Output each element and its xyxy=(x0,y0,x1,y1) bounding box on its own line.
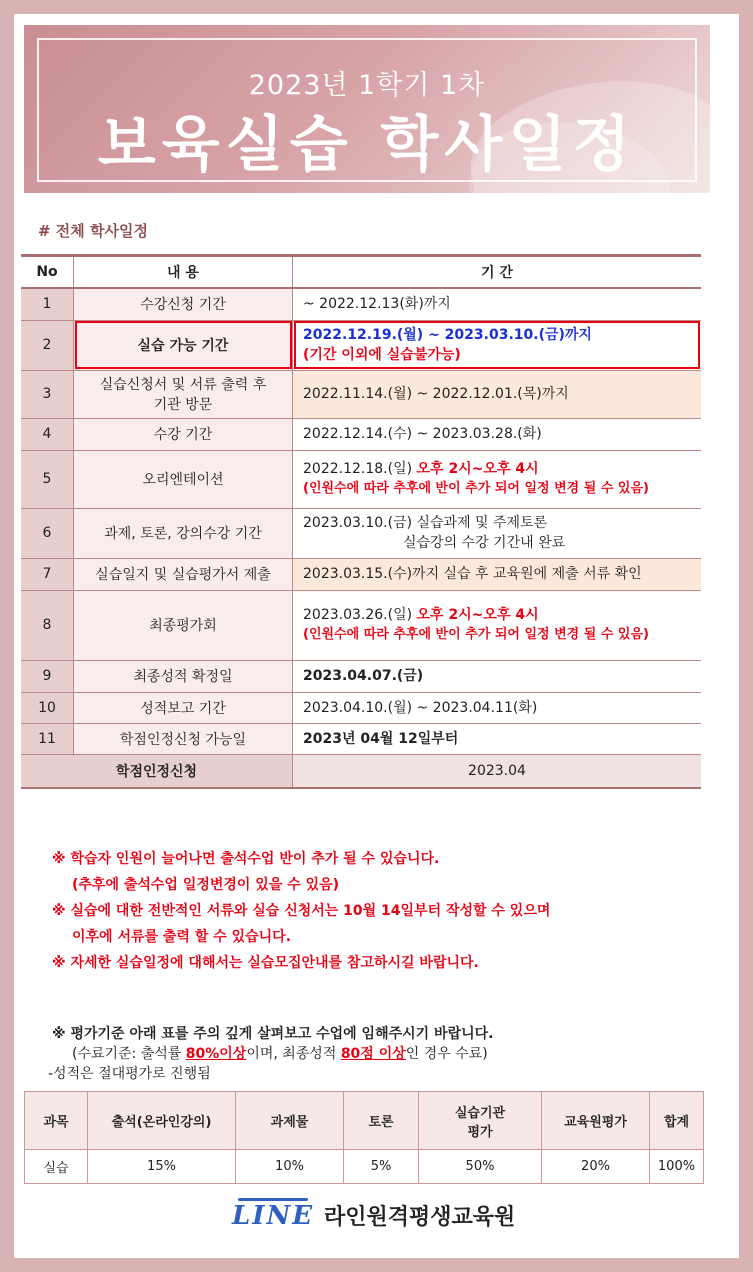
criteria-text: 인 경우 수료) xyxy=(405,1046,488,1062)
criteria-text: 이며, 최종성적 xyxy=(246,1046,341,1062)
row-no: 5 xyxy=(21,450,74,508)
row-item: 실습일지 및 실습평가서 제출 xyxy=(74,558,293,590)
criteria xyxy=(48,1024,494,1084)
banner-title: 보육실습 학사일정 xyxy=(97,110,637,180)
row-period: ~ 2022.12.13(화)까지 xyxy=(293,288,702,320)
row-no: 6 xyxy=(21,508,74,558)
table-row xyxy=(21,288,701,320)
grade-cell: 20% xyxy=(542,1150,650,1184)
grade-cell: 10% xyxy=(236,1150,344,1184)
grade-header: 과목 xyxy=(25,1092,88,1150)
logo-name: 라인원격평생교육원 xyxy=(324,1205,516,1230)
period-date: 2023.03.26.(일) xyxy=(303,607,413,623)
grade-cell: 5% xyxy=(344,1150,419,1184)
note-line: (추후에 출석수업 일정변경이 있을 수 있음) xyxy=(72,877,340,893)
section-title: # 전체 학사일정 xyxy=(38,222,148,240)
table-row xyxy=(21,590,701,660)
grade-header: 토론 xyxy=(344,1092,419,1150)
grade-header: 교육원평가 xyxy=(542,1092,650,1150)
period-line: 실습강의 수강 기간내 완료 xyxy=(403,535,566,551)
period-note: (인원수에 따라 추후에 반이 추가 되어 일정 변경 될 수 있음) xyxy=(303,627,649,642)
credit-row xyxy=(21,754,701,788)
grade-header-row xyxy=(25,1092,704,1150)
row-item: 수강신청 기간 xyxy=(74,288,293,320)
grade-header: 출석(온라인강의) xyxy=(88,1092,236,1150)
header-banner xyxy=(24,25,710,193)
period-note: (기간 이외에 실습불가능) xyxy=(303,347,461,363)
col-period: 기 간 xyxy=(293,256,702,289)
row-item: 학점인정신청 가능일 xyxy=(74,723,293,754)
grade-cell: 50% xyxy=(419,1150,542,1184)
credit-label: 학점인정신청 xyxy=(21,754,293,788)
grade-header-line: 평가 xyxy=(467,1124,493,1140)
period-time: 오후 2시~오후 4시 xyxy=(416,607,539,623)
row-item: 최종평가회 xyxy=(74,590,293,660)
row-period: 2023.03.15.(수)까지 실습 후 교육원에 제출 서류 확인 xyxy=(293,558,702,590)
row-item: 수강 기간 xyxy=(74,418,293,450)
institution-logo xyxy=(232,1200,515,1231)
row-no: 11 xyxy=(21,723,74,754)
row-item: 실습 가능 기간 xyxy=(74,320,293,370)
row-item: 성적보고 기간 xyxy=(74,692,293,723)
row-period xyxy=(293,320,702,370)
grade-cell: 100% xyxy=(650,1150,704,1184)
schedule-table xyxy=(21,254,701,789)
note-line: ※ 학습자 인원이 늘어나면 출석수업 반이 추가 될 수 있습니다. xyxy=(52,851,440,867)
grade-table xyxy=(24,1091,704,1184)
banner-subtitle: 2023년 1학기 1차 xyxy=(248,70,486,101)
note-line: 이후에 서류를 출력 할 수 있습니다. xyxy=(72,929,292,945)
period-note: (인원수에 따라 추후에 반이 추가 되어 일정 변경 될 수 있음) xyxy=(303,481,649,496)
schedule-header-row xyxy=(21,256,701,289)
col-no: No xyxy=(21,256,74,289)
table-row xyxy=(21,370,701,418)
row-item: 과제, 토론, 강의수강 기간 xyxy=(74,508,293,558)
logo-mark: LINE xyxy=(232,1200,315,1231)
row-no: 10 xyxy=(21,692,74,723)
row-period: 2023.04.07.(금) xyxy=(293,660,702,692)
row-period: 2022.12.14.(수) ~ 2023.03.28.(화) xyxy=(293,418,702,450)
table-row xyxy=(21,320,701,370)
row-item: 오리엔테이션 xyxy=(74,450,293,508)
item-line: 실습신청서 및 서류 출력 후 xyxy=(99,377,267,393)
table-row xyxy=(21,558,701,590)
notes xyxy=(52,846,550,976)
table-row xyxy=(21,450,701,508)
period-line: 2023.03.10.(금) 실습과제 및 주제토론 xyxy=(303,515,548,531)
row-period xyxy=(293,450,702,508)
criteria-line: -성적은 절대평가로 진행됨 xyxy=(48,1066,211,1082)
row-item: 최종성적 확정일 xyxy=(74,660,293,692)
row-period: 2023.04.10.(월) ~ 2023.04.11(화) xyxy=(293,692,702,723)
row-period xyxy=(293,508,702,558)
table-row xyxy=(21,692,701,723)
criteria-text: (수료기준: 출석률 xyxy=(72,1046,186,1062)
item-line: 기관 방문 xyxy=(153,397,213,413)
table-row xyxy=(21,508,701,558)
row-no: 2 xyxy=(21,320,74,370)
period-text: 2022.12.19.(월) ~ 2023.03.10.(금)까지 xyxy=(303,327,592,343)
note-line: ※ 자세한 실습일정에 대해서는 실습모집안내를 참고하시길 바랍니다. xyxy=(52,955,479,971)
row-item xyxy=(74,370,293,418)
row-no: 1 xyxy=(21,288,74,320)
row-no: 9 xyxy=(21,660,74,692)
criteria-line xyxy=(52,1044,493,1064)
grade-header xyxy=(419,1092,542,1150)
row-period: 2022.11.14.(월) ~ 2022.12.01.(목)까지 xyxy=(293,370,702,418)
grade-cell: 실습 xyxy=(25,1150,88,1184)
row-no: 4 xyxy=(21,418,74,450)
grade-header: 과제물 xyxy=(236,1092,344,1150)
criteria-score: 80점 이상 xyxy=(340,1046,406,1062)
period-time: 오후 2시~오후 4시 xyxy=(416,461,539,477)
grade-cell: 15% xyxy=(88,1150,236,1184)
table-row xyxy=(21,418,701,450)
grade-value-row xyxy=(25,1150,704,1184)
row-no: 3 xyxy=(21,370,74,418)
row-period: 2023년 04월 12일부터 xyxy=(293,723,702,754)
criteria-attendance: 80%이상 xyxy=(185,1046,247,1062)
table-row xyxy=(21,723,701,754)
credit-value: 2023.04 xyxy=(293,754,702,788)
col-item: 내 용 xyxy=(74,256,293,289)
period-date: 2022.12.18.(일) xyxy=(303,461,413,477)
note-line: ※ 실습에 대한 전반적인 서류와 실습 신청서는 10월 14일부터 작성할 수 있으며 xyxy=(52,903,551,919)
row-no: 7 xyxy=(21,558,74,590)
grade-header: 합계 xyxy=(650,1092,704,1150)
criteria-line: ※ 평가기준 아래 표를 주의 깊게 살펴보고 수업에 임해주시기 바랍니다. xyxy=(52,1026,494,1042)
grade-header-line: 실습기관 xyxy=(454,1105,506,1121)
table-row xyxy=(21,660,701,692)
row-period xyxy=(293,590,702,660)
row-no: 8 xyxy=(21,590,74,660)
